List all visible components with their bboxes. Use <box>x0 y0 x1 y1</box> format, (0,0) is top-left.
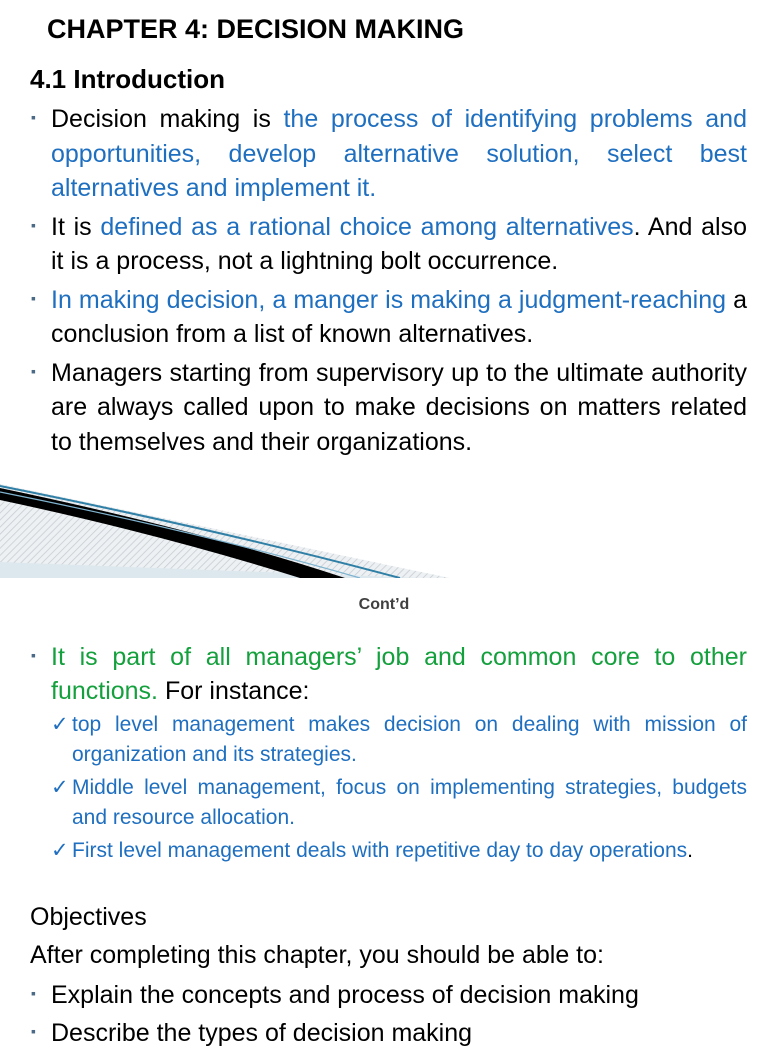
checkmark-icon: ✓ <box>51 713 69 736</box>
bullet-marker-icon: ▪ <box>31 647 36 663</box>
bullet-text: . And also it is a process, not a lightning bolt occurrence. <box>51 212 748 275</box>
check-text-tail: . <box>687 839 693 862</box>
list-item <box>0 640 768 708</box>
list-item <box>0 210 768 279</box>
bullet-marker-icon: ▪ <box>31 985 36 1001</box>
bullet-marker-icon: ▪ <box>31 109 36 125</box>
objectives-heading: Objectives <box>30 903 147 931</box>
list-item <box>0 710 768 769</box>
bullet-highlight: It is part of all managers’ job and common core to other functions. <box>51 643 747 705</box>
list-item <box>0 1016 768 1050</box>
check-text: Middle level management, focus on implementing strategies, budgets and resource allocation. <box>72 776 747 829</box>
decorative-swoosh <box>0 470 768 578</box>
section-heading: 4.1 Introduction <box>30 64 225 94</box>
bullet-highlight: defined as a rational choice among alternatives <box>100 212 634 241</box>
intro-bullet-list <box>0 102 768 463</box>
bullet-marker-icon: ▪ <box>31 289 36 306</box>
bullet-marker-icon: ▪ <box>31 362 36 379</box>
bullet-text: It is <box>51 212 101 241</box>
bullet-text: For instance: <box>158 677 310 705</box>
bullet-text: Managers starting from supervisory up to the ultimate authority are always called upon to make decisions on matters related to themselves and their organizations. <box>51 358 747 456</box>
objectives-intro: After completing this chapter, you should be able to: <box>30 941 604 969</box>
list-item <box>0 283 768 352</box>
list-item <box>0 356 768 460</box>
checkmark-icon: ✓ <box>51 839 69 862</box>
continued-heading: Cont’d <box>358 596 410 613</box>
list-item <box>0 102 768 206</box>
chapter-title: CHAPTER 4: DECISION MAKING <box>47 14 465 44</box>
list-item <box>0 773 768 832</box>
bullet-text: Decision making is <box>51 105 284 133</box>
bullet-text: a conclusion from a list of known alternatives. <box>51 285 747 348</box>
check-text: top level management makes decision on dealing with mission of organization and its strategies. <box>72 713 747 766</box>
objective-text: Explain the concepts and process of decision making <box>51 981 639 1009</box>
management-levels-list <box>0 710 768 870</box>
bullet-highlight: In making decision, a manger is making a judgment-reaching <box>51 285 727 314</box>
slide-2 <box>0 578 768 1047</box>
list-item <box>0 836 768 866</box>
bullet-marker-icon: ▪ <box>31 216 36 233</box>
check-text: First level management deals with repetitive day to day operations <box>72 839 688 862</box>
bullet-highlight: the process of identifying problems and opportunities, develop alternative solution, select best alternatives and implement it. <box>51 105 747 202</box>
objectives-list <box>0 978 768 1054</box>
bullet-marker-icon: ▪ <box>31 1023 36 1039</box>
objective-text: Describe the types of decision making <box>51 1019 473 1047</box>
list-item <box>0 978 768 1012</box>
role-bullet-list <box>0 640 768 708</box>
checkmark-icon: ✓ <box>51 776 69 799</box>
